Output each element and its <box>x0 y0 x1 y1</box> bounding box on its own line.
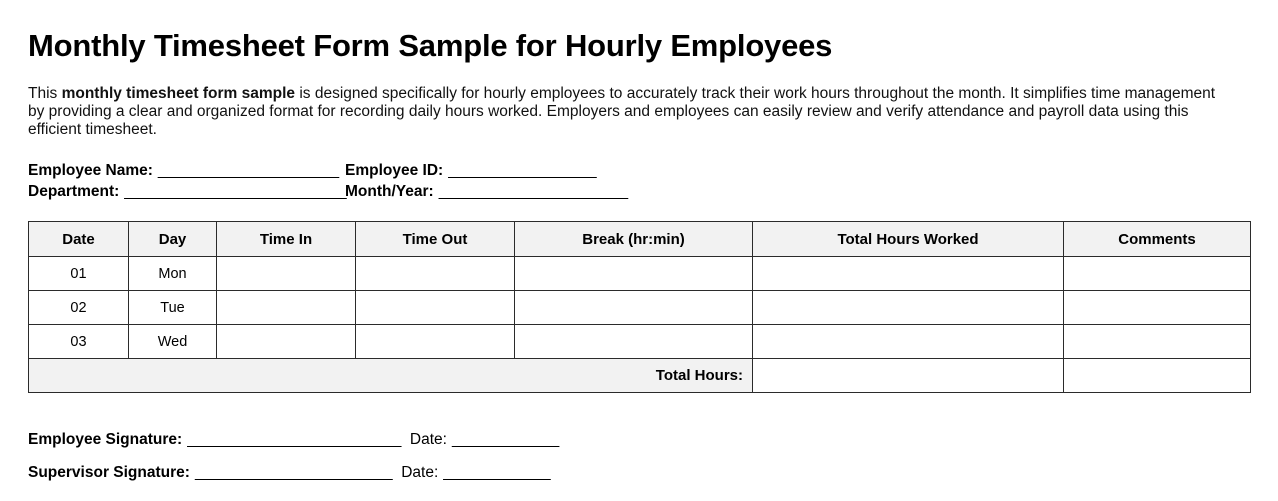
cell-date: 01 <box>29 257 129 291</box>
cell-comments[interactable] <box>1064 257 1251 291</box>
cell-time-in[interactable] <box>217 325 356 359</box>
month-year-input[interactable]: _______________________ <box>438 183 628 200</box>
department-label: Department: <box>28 183 120 200</box>
cell-day: Tue <box>129 291 217 325</box>
intro-paragraph <box>28 65 1223 139</box>
cell-time-out[interactable] <box>356 325 515 359</box>
month-year-field-group[interactable] <box>345 181 628 202</box>
column-header-day: Day <box>129 222 217 257</box>
cell-break[interactable] <box>515 291 753 325</box>
employee-name-label: Employee Name: <box>28 162 153 179</box>
cell-total-hours-worked[interactable] <box>753 325 1064 359</box>
cell-total-hours-worked[interactable] <box>753 291 1064 325</box>
employee-id-label: Employee ID: <box>345 162 444 179</box>
month-year-label: Month/Year: <box>345 183 434 200</box>
total-hours-label: Total Hours: <box>29 359 753 393</box>
table-row <box>29 325 1251 359</box>
employee-signature-label: Employee Signature: <box>28 431 183 448</box>
page-title: Monthly Timesheet Form Sample for Hourly Employees <box>28 28 833 63</box>
form-field-row-2 <box>28 181 1250 202</box>
cell-date: 02 <box>29 291 129 325</box>
cell-time-in[interactable] <box>217 257 356 291</box>
employee-name-field-group[interactable] <box>28 160 345 181</box>
intro-text-part-2: is designed specifically for hourly employees to accurately track their work hours throughout the month. It simplifies time management by providing a clear and organized format for recording daily hours worked. Employers and employees can easily review and verify attendance and payroll data using this efficient timesheet. <box>28 85 1216 138</box>
timesheet-table-wrapper <box>28 202 1250 393</box>
department-field-group[interactable] <box>28 181 345 202</box>
cell-time-in[interactable] <box>217 291 356 325</box>
cell-day: Mon <box>129 257 217 291</box>
form-field-row-1 <box>28 160 1250 181</box>
column-header-break: Break (hr:min) <box>515 222 753 257</box>
employee-signature-row <box>28 423 1250 456</box>
employee-id-field-group[interactable] <box>345 160 596 181</box>
cell-time-out[interactable] <box>356 291 515 325</box>
timesheet-table <box>28 221 1251 393</box>
supervisor-signature-row <box>28 456 1250 489</box>
form-fields-block <box>28 139 1250 202</box>
cell-comments[interactable] <box>1064 291 1251 325</box>
cell-break[interactable] <box>515 325 753 359</box>
supervisor-signature-label: Supervisor Signature: <box>28 464 190 481</box>
cell-comments[interactable] <box>1064 325 1251 359</box>
column-header-time-in: Time In <box>217 222 356 257</box>
total-hours-row <box>29 359 1251 393</box>
column-header-time-out: Time Out <box>356 222 515 257</box>
column-header-comments: Comments <box>1064 222 1251 257</box>
table-row <box>29 257 1251 291</box>
employee-id-input[interactable]: __________________ <box>448 162 597 179</box>
column-header-date: Date <box>29 222 129 257</box>
employee-signature-date-input[interactable]: _____________ <box>451 431 559 448</box>
supervisor-signature-input[interactable]: ________________________ <box>194 464 393 481</box>
cell-day: Wed <box>129 325 217 359</box>
employee-signature-date-label: Date: <box>409 431 447 448</box>
signature-block <box>28 393 1250 489</box>
cell-total-hours-worked[interactable] <box>753 257 1064 291</box>
supervisor-signature-date-input[interactable]: _____________ <box>443 464 551 481</box>
timesheet-table-header <box>29 222 1251 257</box>
timesheet-table-body <box>29 257 1251 393</box>
column-header-total-hours-worked: Total Hours Worked <box>753 222 1064 257</box>
department-input[interactable]: ___________________________ <box>124 183 347 200</box>
total-hours-value-cell[interactable] <box>753 359 1064 393</box>
employee-name-input[interactable]: ______________________ <box>157 162 339 179</box>
table-header-row <box>29 222 1251 257</box>
supervisor-signature-date-label: Date: <box>401 464 439 481</box>
intro-text-part-1: This <box>28 85 62 102</box>
intro-bold-phrase: monthly timesheet form sample <box>61 85 296 102</box>
cell-break[interactable] <box>515 257 753 291</box>
table-row <box>29 291 1251 325</box>
cell-time-out[interactable] <box>356 257 515 291</box>
total-hours-comments-cell[interactable] <box>1064 359 1251 393</box>
employee-signature-input[interactable]: __________________________ <box>187 431 401 448</box>
cell-date: 03 <box>29 325 129 359</box>
